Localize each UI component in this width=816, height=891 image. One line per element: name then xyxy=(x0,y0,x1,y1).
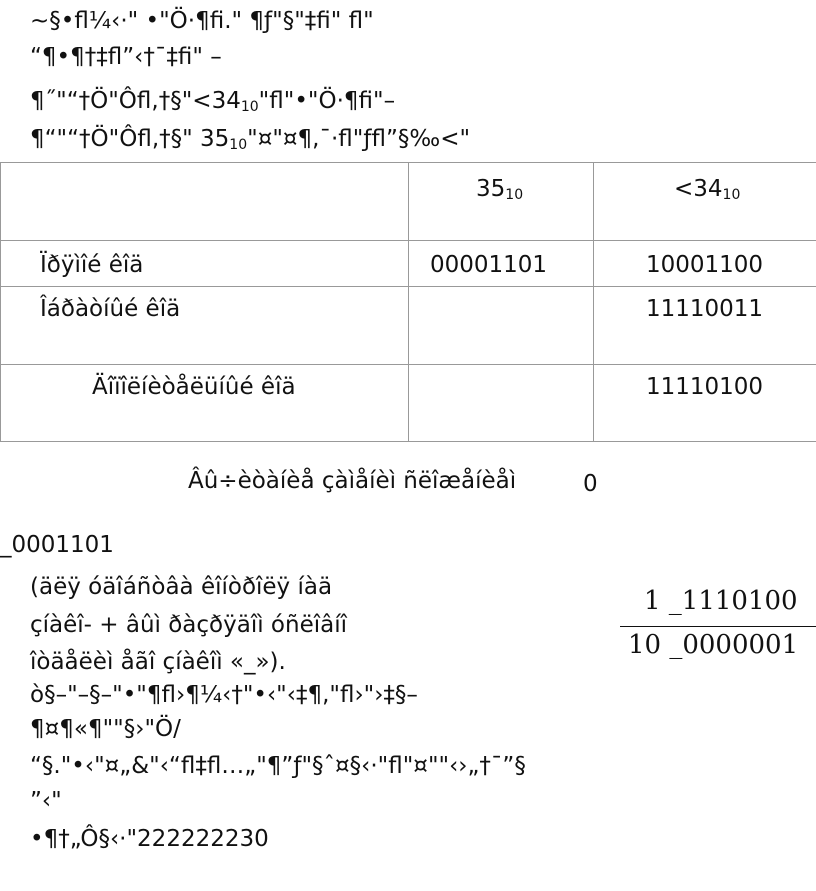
table-row-label: Ïðÿìîé êîä xyxy=(40,252,144,278)
header-line-2: “¶•¶†‡fl”‹†¯‡fi" – xyxy=(30,44,222,70)
table-row-label: Äîïîëíèòåëüíûé êîä xyxy=(92,374,296,400)
header-line-1: ~§•fl¼‹·" •"Ö·¶fi." ¶ƒ"§"‡fi" fl" xyxy=(30,8,374,34)
header-line-3-tail: "fl"•"Ö·¶fi"– xyxy=(258,88,396,114)
table-cell: 11110100 xyxy=(646,374,764,400)
table-border-left xyxy=(0,162,1,442)
table-cell: 10001100 xyxy=(646,252,764,278)
body-line: ”‹" xyxy=(30,788,62,814)
body-line: îòäåëèì åãî çíàêîì «_»). xyxy=(30,649,286,675)
header-line-4-tail: "¤"¤¶,¯·fl"ƒfl”§‰<" xyxy=(247,126,471,152)
header-line-3-main: ¶˝"“†Ö"Ôfl,†§"<34 xyxy=(30,88,241,114)
body-line: •¶†„Ô§‹·"222222230 xyxy=(30,826,269,852)
header-line-4 xyxy=(30,128,470,152)
table-column-divider-2 xyxy=(593,162,594,442)
table-row-label: Îáðàòíûé êîä xyxy=(40,296,181,322)
body-line: (äëÿ óäîáñòâà êîíòðîëÿ íàä xyxy=(30,574,333,600)
binary-value: _0001101 xyxy=(0,532,114,558)
body-line: ò§–"–§–"•"¶fl›¶¼‹†"•‹"‹‡¶,"fl›"›‡§– xyxy=(30,682,418,708)
header-line-4-main: ¶“"“†Ö"Ôfl,†§" 35 xyxy=(30,126,230,152)
table-header-minus-34-subscript: 10 xyxy=(722,187,741,203)
fraction-denominator: 10 _0000001 xyxy=(628,630,799,660)
table-header-35-subscript: 10 xyxy=(505,187,524,203)
table-cell: 11110011 xyxy=(646,296,764,322)
table-column-divider-1 xyxy=(408,162,409,442)
table-cell: 00001101 xyxy=(430,252,548,278)
header-line-3 xyxy=(30,90,395,114)
fraction-numerator: 1 _1110100 xyxy=(644,586,798,616)
table-header-minus-34 xyxy=(674,178,740,202)
body-line: çíàêî- + âûì ðàçðÿäîì óñëîâíî xyxy=(30,612,347,638)
body-line: “§."•‹"¤„&"‹“fl‡fl…„"¶”ƒ"§ˆ¤§‹·"fl"¤""‹›„†¯”§ xyxy=(30,753,526,779)
caption-value: 0 xyxy=(583,471,598,497)
body-line: ¶¤¶«¶""§›"Ö/ xyxy=(30,716,181,742)
header-line-3-subscript: 10 xyxy=(240,99,259,115)
header-line-4-subscript: 10 xyxy=(229,137,248,153)
fraction-bar xyxy=(620,626,816,627)
table-header-minus-34-main: <34 xyxy=(674,176,723,202)
table-header-35-main: 35 xyxy=(476,176,506,202)
table-header-35 xyxy=(476,178,523,202)
caption-text: Âû÷èòàíèå çàìåíèì ñëîæåíèåì xyxy=(188,468,517,494)
